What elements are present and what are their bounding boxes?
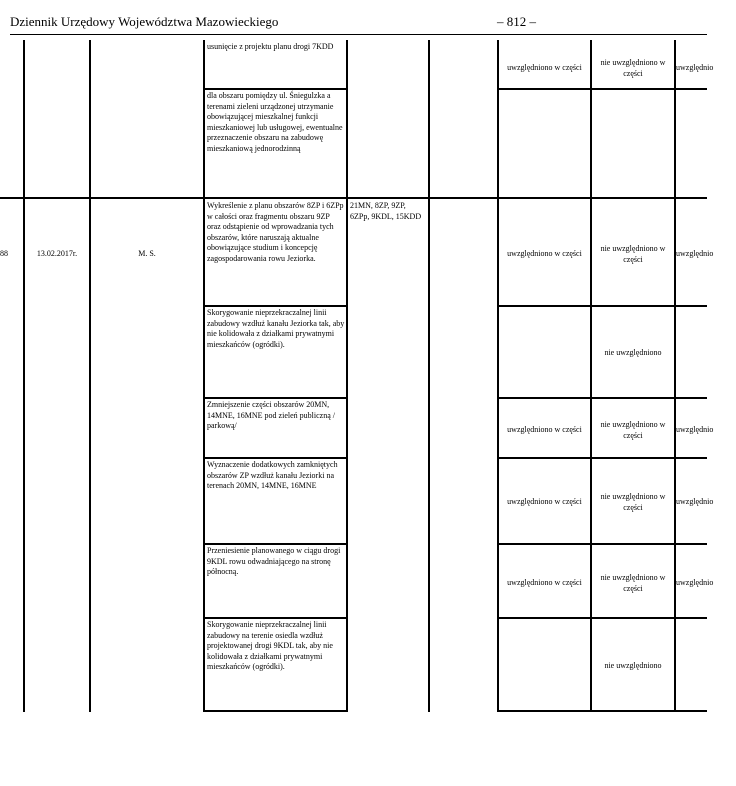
row-line	[203, 397, 348, 399]
row-line	[497, 397, 707, 399]
col-line	[674, 40, 676, 712]
entry-author: M. S.	[138, 249, 156, 258]
row-line	[203, 457, 348, 459]
resolution-c: uwzględnio	[676, 578, 714, 587]
row-line	[203, 305, 348, 307]
resolution-b: nie uwzględniono	[604, 661, 662, 670]
resolution-b: nie uwzględniono w części	[600, 58, 666, 78]
resolution-c: uwzględnio	[676, 497, 714, 506]
row-line	[497, 617, 707, 619]
remark-area: 21MN, 8ZP, 9ZP, 6ZPp, 9KDL, 15KDD	[350, 201, 422, 221]
row-line	[497, 305, 707, 307]
page-number: – 812 –	[497, 14, 536, 29]
resolution-b: nie uwzględniono	[604, 348, 662, 357]
row-line	[497, 710, 707, 712]
resolution-b: nie uwzględniono w części	[600, 244, 666, 264]
remark-text: usunięcie z projektu planu drogi 7KDD	[207, 42, 334, 51]
resolution-b: nie uwzględniono w części	[600, 573, 666, 593]
remark-text: Zmniejszenie części obszarów 20MN, 14MNE, 16MNE pod zieleń publiczną / parkową/	[207, 400, 335, 430]
col-line	[590, 40, 592, 712]
remark-text: Skorygowanie nieprzekraczalnej linii zabudowy na terenie osiedla wzdłuż projektowanej drogi 9KDL tak, aby nie kolidowała z działkami prywatnymi mieszkańców (ogródki).	[207, 620, 333, 671]
col-line	[497, 40, 499, 712]
row-line	[497, 457, 707, 459]
resolution-b: nie uwzględniono w części	[600, 420, 666, 440]
remark-text: Skorygowanie nieprzekraczalnej linii zabudowy wzdłuż kanału Jeziorka tak, aby nie kolidowała z działkami prywatnymi mieszkańców (ogródki).	[207, 308, 345, 349]
row-line	[203, 617, 348, 619]
remark-text: dla obszaru pomiędzy ul. Śniegulzka a terenami zieleni urządzonej utrzymanie obowiązującej mieszkalnej funkcji mieszkaniowej lub usługowej, ewentualne przeznaczenie obszaru na zabudowę mieszkaniową jednorodzinną	[207, 91, 343, 153]
document-title: Dziennik Urzędowy Województwa Mazowieckiego	[10, 14, 279, 29]
row-line	[203, 543, 348, 545]
remark-text: Wyznaczenie dodatkowych zamkniętych obszarów ZP wzdłuż kanału Jeziorki na terenach 20MN, 14MNE, 16MNE	[207, 460, 338, 490]
remark-text: Przeniesienie planowanego w ciągu drogi 9KDL rowu odwadniającego na stronę północną.	[207, 546, 341, 576]
resolution-a: uwzględniono w części	[507, 578, 582, 587]
col-line	[428, 40, 430, 712]
col-line	[23, 40, 25, 712]
col-line	[89, 40, 91, 712]
entry-number: 88	[0, 249, 8, 258]
resolution-c: uwzględnio	[676, 63, 714, 72]
col-line	[346, 40, 348, 712]
resolution-a: uwzględniono w części	[507, 425, 582, 434]
row-line	[0, 197, 707, 199]
remark-text: Wykreślenie z planu obszarów 8ZP i 6ZPp w całości oraz fragmentu obszaru 9ZP oraz odstąpienie od wprowadzania tych obszarów, które naruszają aktualne obowiązujące studium i koncepcję zagospodarowania rowu Jeziorka.	[207, 201, 344, 263]
resolution-c: uwzględnio	[676, 425, 714, 434]
row-line	[203, 710, 348, 712]
resolution-a: uwzględniono w części	[507, 497, 582, 506]
resolution-c: uwzględnio	[676, 249, 714, 258]
entry-date: 13.02.2017r.	[36, 249, 78, 258]
header-rule	[10, 34, 707, 35]
row-line	[497, 543, 707, 545]
resolution-a: uwzględniono w części	[507, 249, 582, 258]
row-line	[203, 88, 348, 90]
resolution-b: nie uwzględniono w części	[600, 492, 666, 512]
resolution-a: uwzględniono w części	[507, 63, 582, 72]
col-line	[203, 40, 205, 712]
row-line	[497, 88, 707, 90]
